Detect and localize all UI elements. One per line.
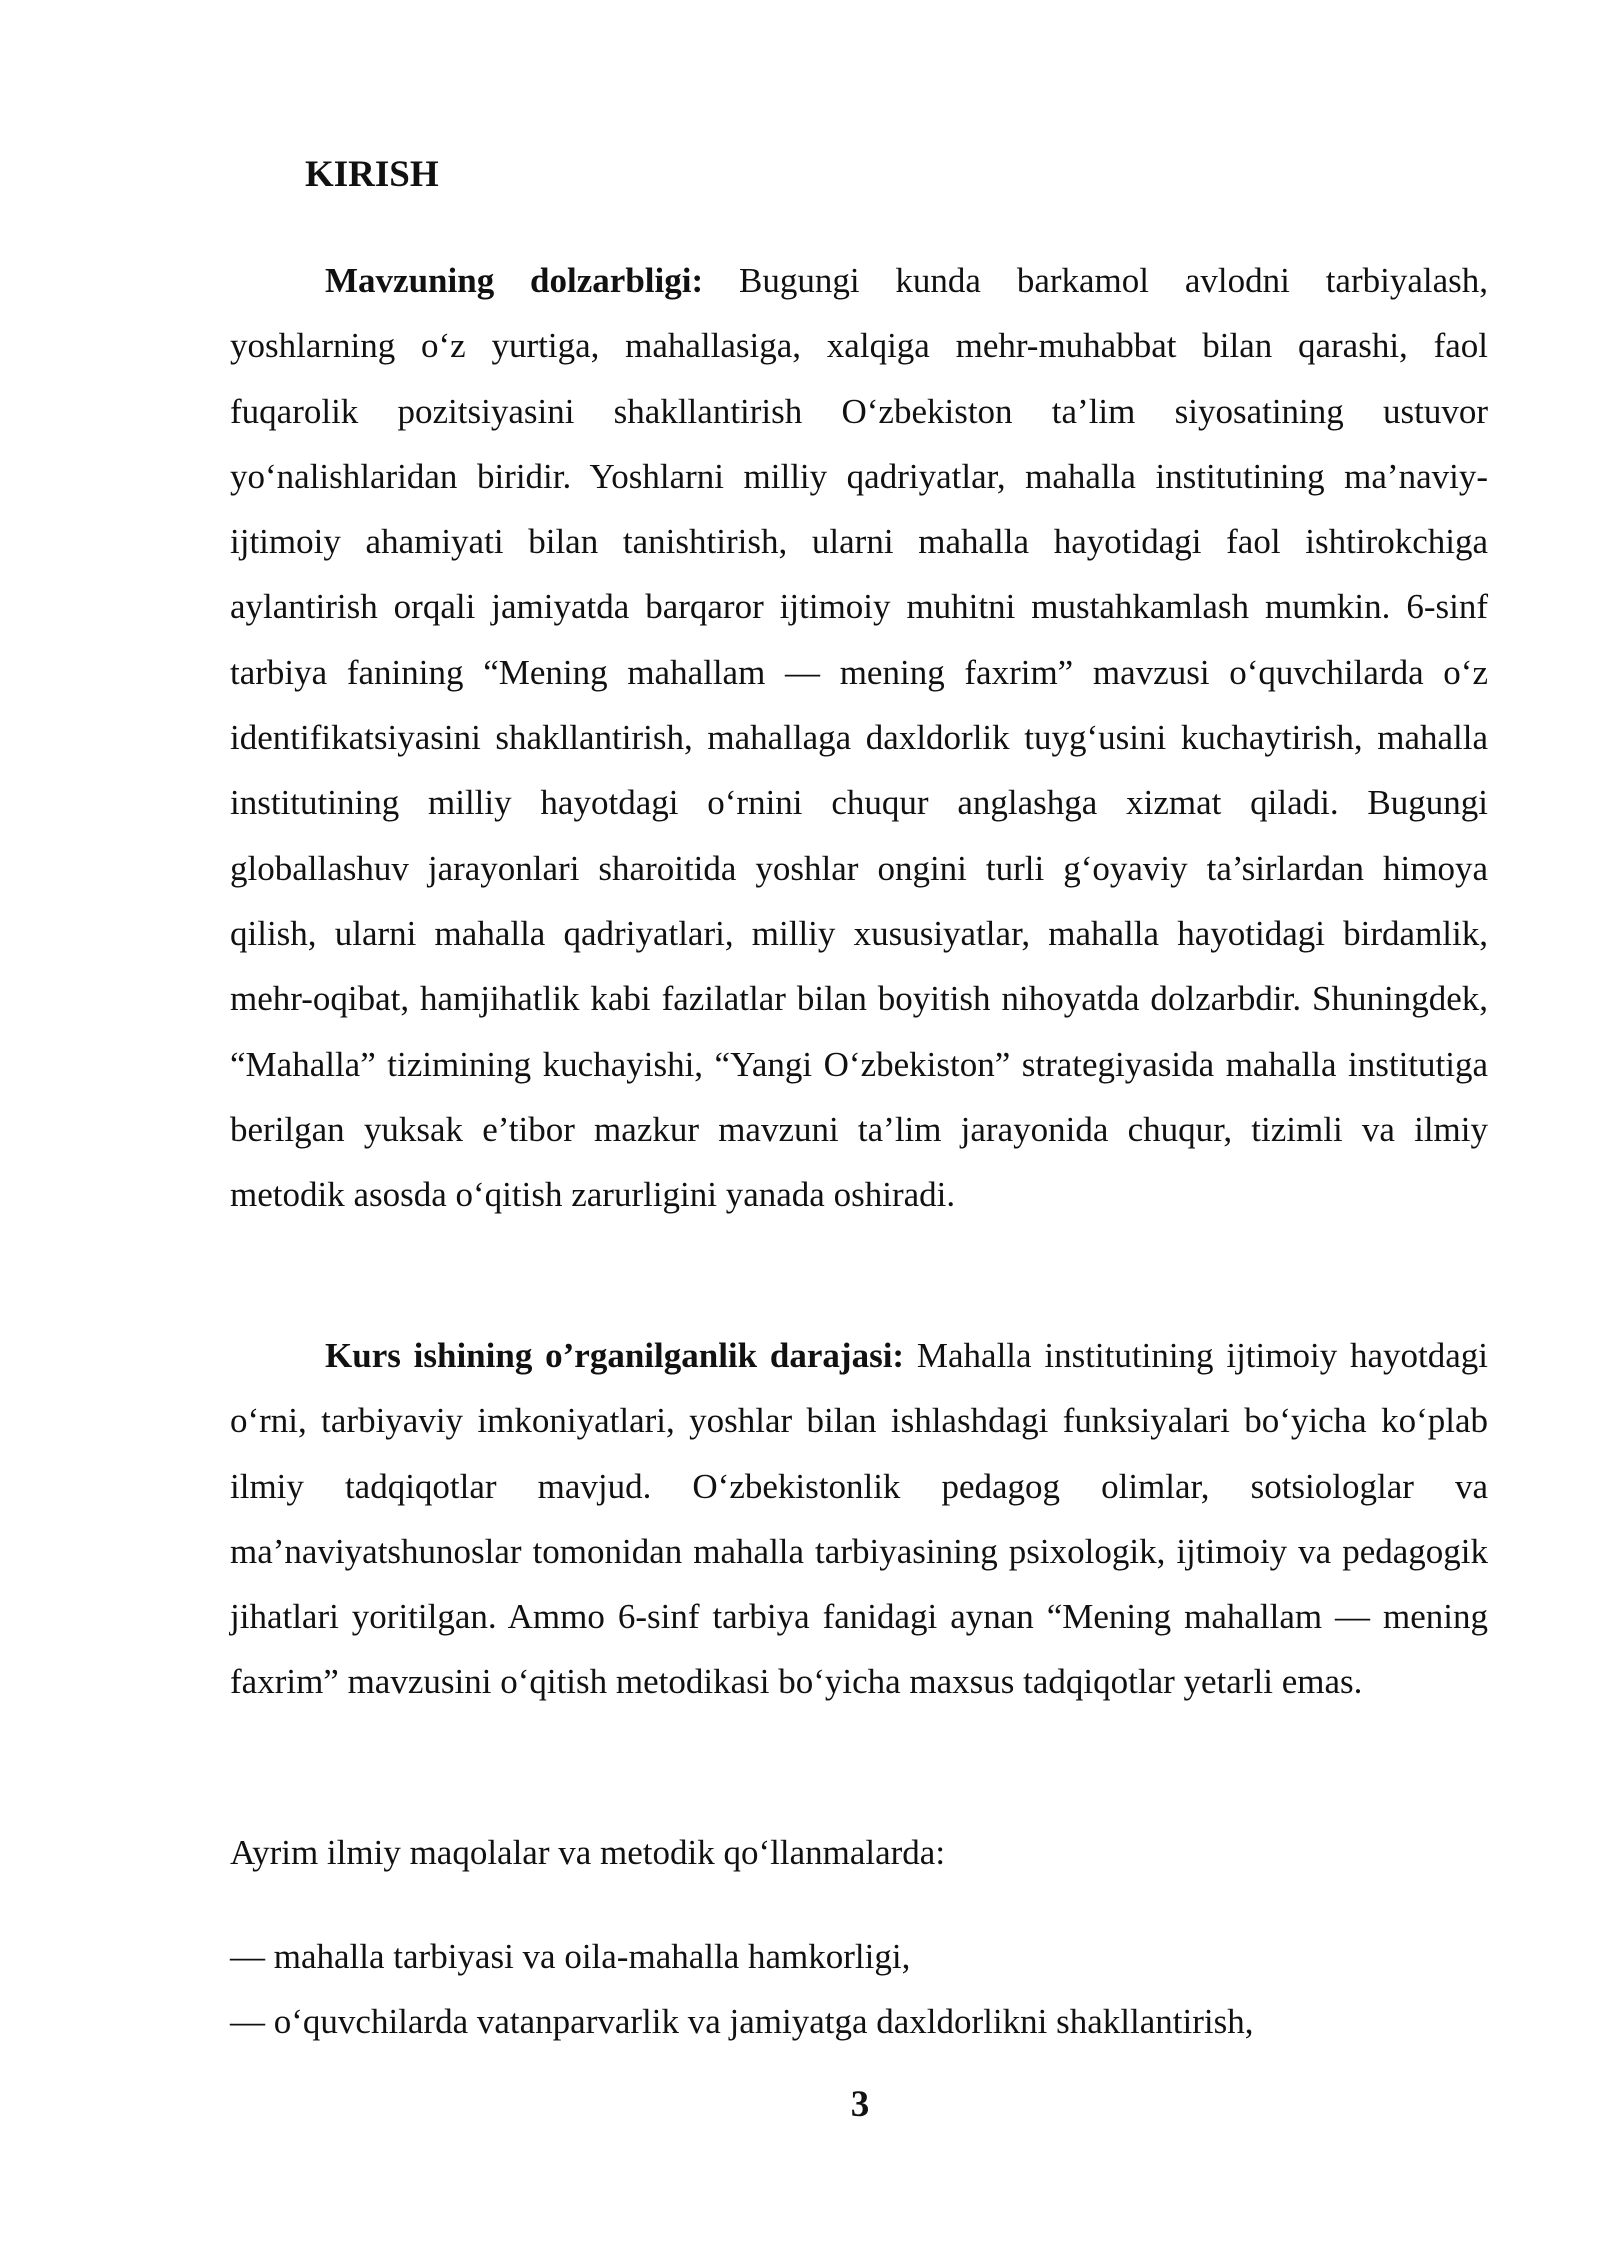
- page-number: 3: [850, 2084, 870, 2125]
- bullet-list: [230, 1924, 1488, 2054]
- paragraph-study-level: [230, 1323, 1488, 1715]
- paragraph-body-study-level: Mahalla institutining ijtimoiy hayotdagi o‘rni, tarbiyaviy imkoniyatlari, yoshlar bilan ishlashdagi funksiyalari bo‘yicha ko‘plab ilmiy tadqiqotlar mavjud. O‘zbekistonlik pedagog olimlar, sotsiologlar va ma’naviyatshunoslar tomonidan mahalla tarbiyasining psixologik, ijtimoiy va pedagogik jihatlari yoritilgan. Ammo 6-sinf tarbiya fanidagi aynan “Mening mahallam — mening faxrim” mavzusini o‘qitish metodikasi bo‘yicha maxsus tadqiqotlar yetarli emas.: [230, 1336, 1489, 1702]
- section-heading: KIRISH: [305, 154, 439, 195]
- paragraph-lead-relevance: Mavzuning dolzarbligi:: [325, 261, 704, 300]
- list-intro-line: Ayrim ilmiy maqolalar va metodik qo‘llanmalarda:: [230, 1833, 946, 1872]
- list-item: — mahalla tarbiyasi va oila-mahalla hamkorligi,: [230, 1937, 911, 1976]
- list-item: — o‘quvchilarda vatanparvarlik va jamiyatga daxldorlikni shakllantirish,: [230, 2002, 1254, 2041]
- paragraph-topic-relevance: [230, 248, 1488, 1227]
- paragraph-body-relevance: Bugungi kunda barkamol avlodni tarbiyalash, yoshlarning o‘z yurtiga, mahallasiga, xalqiga mehr-muhabbat bilan qarashi, faol fuqarolik pozitsiyasini shakllantirish O‘zbekiston ta’lim siyosatining ustuvor yo‘nalishlaridan biridir. Yoshlarni milliy qadriyatlar, mahalla institutining ma’naviy-ijtimoiy ahamiyati bilan tanishtirish, ularni mahalla hayotidagi faol ishtirokchiga aylantirish orqali jamiyatda barqaror ijtimoiy muhitni mustahkamlash mumkin. 6-sinf tarbiya fanining “Mening mahallam — mening faxrim” mavzusi o‘quvchilarda o‘z identifikatsiyasini shakllantirish, mahallaga daxldorlik tuyg‘usini kuchaytirish, mahalla institutining milliy hayotdagi o‘rnini chuqur anglashga xizmat qiladi. Bugungi globallashuv jarayonlari sharoitida yoshlar ongini turli g‘oyaviy ta’sirlardan himoya qilish, ularni mahalla qadriyatlari, milliy xususiyatlar, mahalla hayotidagi birdamlik, mehr-oqibat, hamjihatlik kabi fazilatlar bilan boyitish nihoyatda dolzarbdir. Shuningdek, “Mahalla” tizimining kuchayishi, “Yangi O‘zbekiston” strategiyasida mahalla institutiga berilgan yuksak e’tibor mazkur mavzuni ta’lim jarayonida chuqur, tizimli va ilmiy metodik asosda o‘qitish zarurligini yanada oshiradi.: [230, 261, 1489, 1215]
- paragraph-lead-study-level: Kurs ishining o’rganilganlik darajasi:: [325, 1336, 905, 1375]
